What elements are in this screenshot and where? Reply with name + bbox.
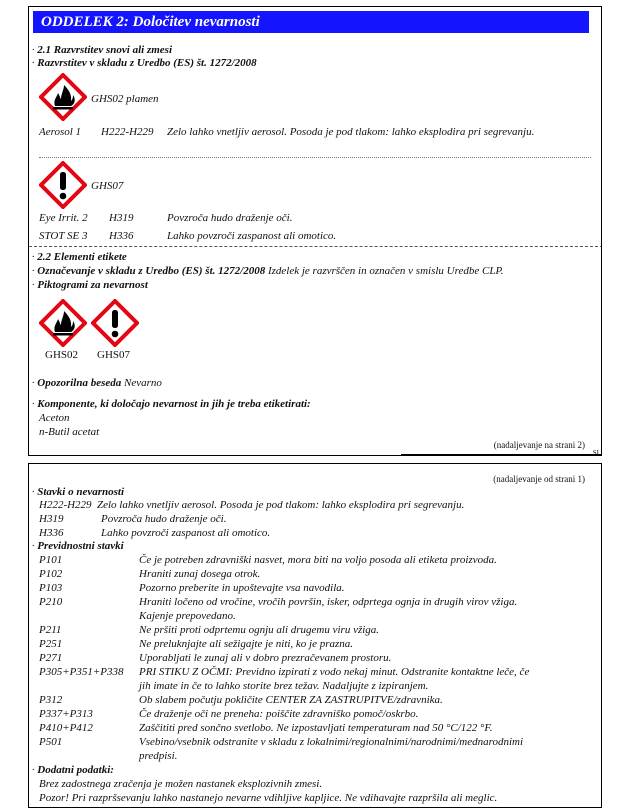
s21-subheading: · Razvrstitev v skladu z Uredbo (ES) št. 1272/2008 bbox=[29, 57, 257, 69]
p-text: Če je potreben zdravniški nasvet, mora biti na voljo posoda ali etiketa proizvoda. bbox=[139, 554, 497, 566]
p-code: P101 bbox=[39, 554, 63, 566]
hazard-text: Zelo lahko vnetljiv aerosol. Posoda je pod tlakom: lahko eksplodira pri segrevanju. bbox=[97, 499, 465, 511]
p-text-cont: Kajenje prepovedano. bbox=[139, 610, 236, 622]
p-text: Zaščititi pred sončno svetlobo. Ne izpostavljati temperaturam nad 50 °C/122 °F. bbox=[139, 722, 493, 734]
additional-heading: · Dodatni podatki: bbox=[29, 764, 114, 776]
pict1-label: GHS02 plamen bbox=[91, 93, 159, 105]
p-code: P305+P351+P338 bbox=[39, 666, 124, 678]
continued-prev: (nadaljevanje od strani 1) bbox=[493, 474, 585, 484]
lang-code: SI bbox=[592, 449, 599, 456]
ghs02-label: GHS02 bbox=[45, 349, 79, 361]
hazard-statements-heading: · Stavki o nevarnosti bbox=[29, 486, 125, 498]
continued-next: (nadaljevanje na strani 2) bbox=[493, 440, 585, 450]
p-code: P251 bbox=[39, 638, 63, 650]
p-text: Ne pršiti proti odprtemu ognju ali drugemu viru vžiga. bbox=[139, 624, 380, 636]
s22-labelling: · Označevanje v skladu z Uredbo (ES) št. 1272/2008 Izdelek je razvrščen in označen v smislu Uredbe CLP. bbox=[29, 265, 504, 277]
p-text: Hraniti ločeno od vročine, vročih površin, isker, odprtega ognja in drugih virov vžiga. bbox=[139, 596, 518, 608]
p-code: P410+P412 bbox=[39, 722, 93, 734]
p-text-cont: jih imate in če to lahko storite brez težav. Nadaljujte z izpiranjem. bbox=[139, 680, 429, 692]
p-text: Hraniti zunaj dosega otrok. bbox=[139, 568, 261, 580]
component-2: n-Butil acetat bbox=[39, 426, 100, 438]
hazard-code: H222-H229 bbox=[39, 499, 92, 511]
eye-class: Eye Irrit. 2 bbox=[39, 212, 88, 224]
ghs07-exclamation-icon bbox=[91, 299, 139, 347]
s21-heading: · 2.1 Razvrstitev snovi ali zmesi bbox=[29, 44, 172, 56]
p-text: Če draženje oči ne preneha: poiščite zdravniško pomoč/oskrbo. bbox=[139, 708, 419, 720]
s22-pictograms-heading: · Piktogrami za nevarnost bbox=[29, 279, 148, 291]
p-code: P501 bbox=[39, 736, 63, 748]
aerosol-codes: H222-H229 bbox=[101, 126, 154, 138]
dashed-divider bbox=[29, 246, 602, 247]
s22-heading: · 2.2 Elementi etikete bbox=[29, 251, 127, 263]
aerosol-text: Zelo lahko vnetljiv aerosol. Posoda je pod tlakom: lahko eksplodira pri segrevanju. bbox=[167, 126, 535, 138]
ghs07-label: GHS07 bbox=[97, 349, 131, 361]
additional-line-2: Pozor! Pri razpršsevanju lahko nastanejo nevarne vdihljive kapljice. Ne vdihavajte razpršila ali meglic. bbox=[39, 792, 498, 804]
p-text: Uporabljati le zunaj ali v dobro prezračevanem prostoru. bbox=[139, 652, 392, 664]
footer-rule bbox=[401, 454, 601, 455]
stot-text: Lahko povzroči zaspanost ali omotico. bbox=[167, 230, 337, 242]
p-text: Vsebino/vsebnik odstranite v skladu z lokalnimi/regionalnimi/narodnimi/mednarodnimi bbox=[139, 736, 524, 748]
flame-pictogram-icon bbox=[39, 73, 87, 121]
stot-class: STOT SE 3 bbox=[39, 230, 88, 242]
stot-code: H336 bbox=[109, 230, 134, 242]
p-text: Ob slabem počutju pokličite CENTER ZA ZASTRUPITVE/zdravnika. bbox=[139, 694, 443, 706]
p-text: Pozorno preberite in upoštevajte vsa navodila. bbox=[139, 582, 345, 594]
hazard-code: H336 bbox=[39, 527, 64, 539]
p-code: P103 bbox=[39, 582, 63, 594]
sds-page-2 bbox=[28, 463, 602, 808]
ghs02-flame-icon bbox=[39, 299, 87, 347]
precautionary-heading: · Previdnostni stavki bbox=[29, 540, 124, 552]
p-code: P337+P313 bbox=[39, 708, 93, 720]
p-code: P102 bbox=[39, 568, 63, 580]
signal-word: · Opozorilna beseda Nevarno bbox=[29, 377, 162, 389]
p-code: P312 bbox=[39, 694, 63, 706]
p-text-cont: predpisi. bbox=[139, 750, 178, 762]
sds-page-1 bbox=[28, 6, 602, 456]
eye-text: Povzroča hudo draženje oči. bbox=[167, 212, 293, 224]
p-code: P271 bbox=[39, 652, 63, 664]
aerosol-class: Aerosol 1 bbox=[39, 126, 82, 138]
p-code: P210 bbox=[39, 596, 63, 608]
hazard-code: H319 bbox=[39, 513, 64, 525]
eye-code: H319 bbox=[109, 212, 134, 224]
component-1: Aceton bbox=[39, 412, 70, 424]
components-heading: · Komponente, ki določajo nevarnost in jih je treba etiketirati: bbox=[29, 398, 311, 410]
p-code: P211 bbox=[39, 624, 62, 636]
hazard-text: Lahko povzroči zaspanost ali omotico. bbox=[101, 527, 271, 539]
exclamation-pictogram-icon bbox=[39, 161, 87, 209]
additional-line-1: Brez zadostnega zračenja je možen nastanek eksplozivnih zmesi. bbox=[39, 778, 323, 790]
section-title-banner: ODDELEK 2: Določitev nevarnosti bbox=[33, 11, 589, 33]
pict2-label: GHS07 bbox=[91, 180, 124, 192]
hazard-text: Povzroča hudo draženje oči. bbox=[101, 513, 227, 525]
p-text: Ne preluknjajte ali sežigajte je niti, ko je prazna. bbox=[139, 638, 354, 650]
dotted-divider bbox=[39, 157, 591, 158]
p-text: PRI STIKU Z OČMI: Previdno izpirati z vodo nekaj minut. Odstranite kontaktne leče, če bbox=[139, 666, 530, 678]
